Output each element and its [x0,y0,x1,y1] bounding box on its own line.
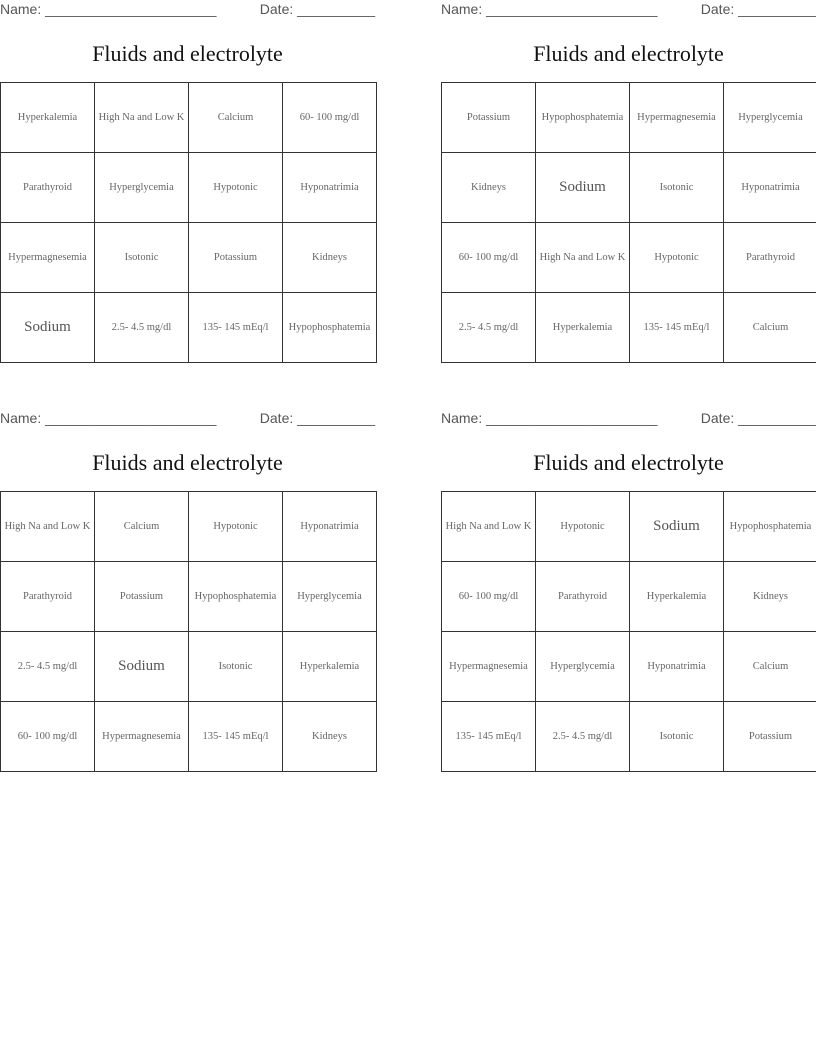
grid-cell: Parathyroid [536,562,630,632]
bingo-card [0,409,375,781]
grid-cell: Potassium [724,702,816,772]
grid-cell: Kidneys [442,153,536,223]
card-header [0,1,375,21]
grid-row [442,562,816,632]
bingo-card [441,0,816,372]
grid-cell: Hypotonic [189,153,283,223]
grid-cell: Parathyroid [724,223,816,293]
grid-cell: High Na and Low K [442,492,536,562]
grid-row [1,702,377,772]
grid-row [442,83,816,153]
bingo-grid [441,491,816,772]
name-field-label: Name: ______________________ [0,410,217,426]
grid-cell: 2.5- 4.5 mg/dl [442,293,536,363]
grid-cell: 60- 100 mg/dl [283,83,377,153]
grid-cell: Hypermagnesemia [442,632,536,702]
grid-cell: Hyperkalemia [1,83,95,153]
date-field-label: Date: __________ [700,1,816,17]
grid-cell: Hyponatrimia [283,153,377,223]
grid-cell: 60- 100 mg/dl [1,702,95,772]
grid-cell: High Na and Low K [95,83,189,153]
card-title: Fluids and electrolyte [533,41,724,66]
grid-row [442,293,816,363]
card-title: Fluids and electrolyte [533,450,724,475]
grid-cell: Calcium [95,492,189,562]
grid-row [442,223,816,293]
grid-cell: Hyponatrimia [630,632,724,702]
grid-row [1,293,377,363]
grid-cell: 2.5- 4.5 mg/dl [1,632,95,702]
grid-cell: Hypophosphatemia [536,83,630,153]
grid-cell: Potassium [95,562,189,632]
grid-cell: Isotonic [630,153,724,223]
grid-cell: 135- 145 mEq/l [189,293,283,363]
grid-cell: Calcium [724,293,816,363]
grid-row [442,702,816,772]
grid-cell: Hyponatrimia [724,153,816,223]
bingo-grid [441,82,816,363]
grid-cell: Hyperglycemia [283,562,377,632]
grid-row [1,632,377,702]
grid-cell: Hypermagnesemia [95,702,189,772]
grid-cell: Hypermagnesemia [630,83,724,153]
grid-cell: Hyperglycemia [536,632,630,702]
grid-cell: 135- 145 mEq/l [189,702,283,772]
grid-row [1,153,377,223]
grid-row [1,492,377,562]
grid-cell: 60- 100 mg/dl [442,562,536,632]
grid-cell: High Na and Low K [536,223,630,293]
grid-cell: Hyperglycemia [724,83,816,153]
grid-cell: Sodium [536,153,630,223]
grid-cell: Hyperkalemia [283,632,377,702]
card-header [0,410,375,430]
grid-row [1,562,377,632]
card-header [441,410,816,430]
grid-cell: Hypophosphatemia [283,293,377,363]
name-field-label: Name: ______________________ [0,1,217,17]
bingo-card [0,0,375,372]
date-field-label: Date: __________ [700,410,816,426]
bingo-grid [0,491,377,772]
bingo-card [441,409,816,781]
grid-cell: High Na and Low K [1,492,95,562]
grid-cell: Hypotonic [536,492,630,562]
grid-cell: Sodium [95,632,189,702]
grid-row [1,223,377,293]
grid-cell: Parathyroid [1,562,95,632]
card-title: Fluids and electrolyte [92,41,283,66]
grid-cell: Kidneys [724,562,816,632]
grid-row [442,492,816,562]
grid-cell: 2.5- 4.5 mg/dl [95,293,189,363]
card-header [441,1,816,21]
grid-cell: 135- 145 mEq/l [630,293,724,363]
grid-row [442,632,816,702]
grid-cell: Hyperkalemia [536,293,630,363]
grid-cell: 2.5- 4.5 mg/dl [536,702,630,772]
grid-cell: Isotonic [95,223,189,293]
grid-cell: Kidneys [283,702,377,772]
grid-cell: Hyperkalemia [630,562,724,632]
grid-cell: Hypotonic [630,223,724,293]
card-title: Fluids and electrolyte [92,450,283,475]
grid-row [442,153,816,223]
grid-cell: Calcium [189,83,283,153]
grid-cell: Isotonic [189,632,283,702]
grid-cell: Hypermagnesemia [1,223,95,293]
grid-cell: 135- 145 mEq/l [442,702,536,772]
grid-cell: Hyperglycemia [95,153,189,223]
grid-row [1,83,377,153]
grid-cell: Hypophosphatemia [724,492,816,562]
grid-cell: Isotonic [630,702,724,772]
grid-cell: Hyponatrimia [283,492,377,562]
grid-cell: Sodium [630,492,724,562]
name-field-label: Name: ______________________ [441,410,658,426]
grid-cell: Sodium [1,293,95,363]
grid-cell: Kidneys [283,223,377,293]
grid-cell: Potassium [442,83,536,153]
date-field-label: Date: __________ [259,1,375,17]
grid-cell: Calcium [724,632,816,702]
grid-cell: Parathyroid [1,153,95,223]
date-field-label: Date: __________ [259,410,375,426]
grid-cell: 60- 100 mg/dl [442,223,536,293]
grid-cell: Hypophosphatemia [189,562,283,632]
grid-cell: Hypotonic [189,492,283,562]
bingo-grid [0,82,377,363]
grid-cell: Potassium [189,223,283,293]
name-field-label: Name: ______________________ [441,1,658,17]
